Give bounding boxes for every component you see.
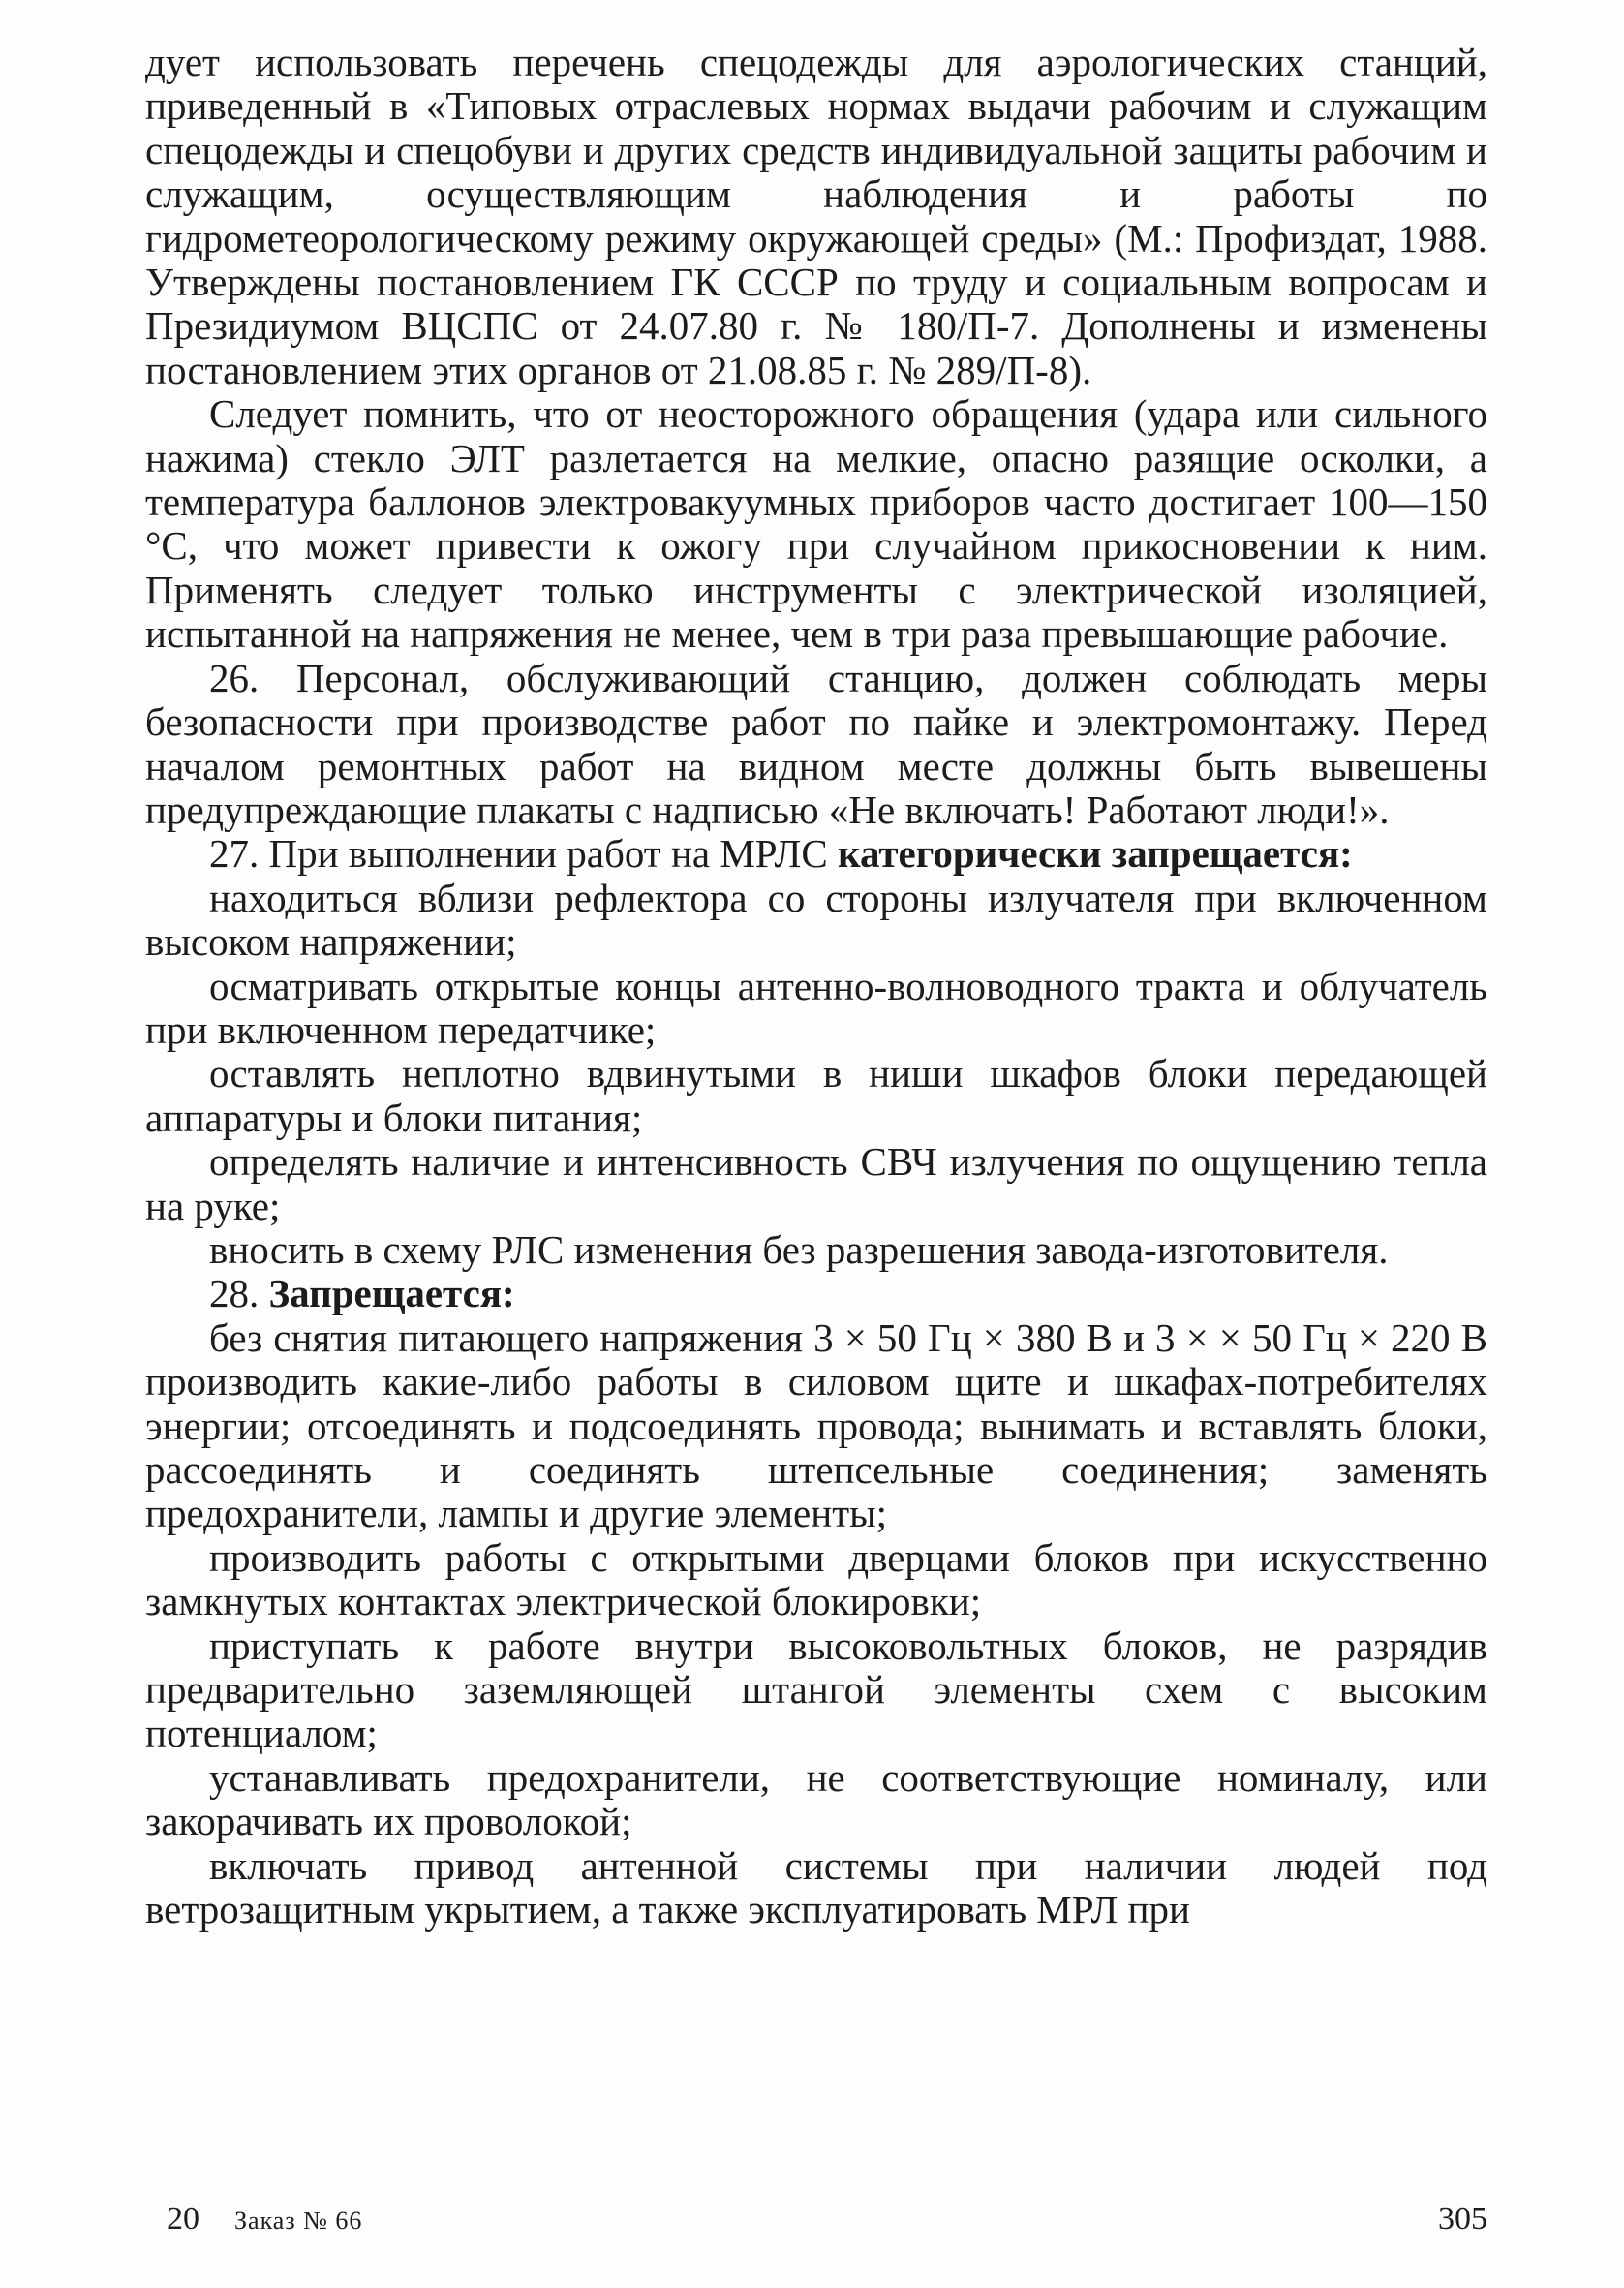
order-label: Заказ № 66	[234, 2207, 363, 2235]
body-text	[145, 41, 1487, 1932]
paragraph-28-text: 28.	[209, 1271, 269, 1316]
prohibition-item-3: оставлять неплотно вдвинутыми в ниши шкафов блоки передающей аппаратуры и блоки питания;	[145, 1051, 1487, 1140]
paragraph-27-bold: категорически запрещается:	[837, 831, 1353, 877]
forbidden-item-2: производить работы с открытыми дверцами блоков при искусственно замкнутых контактах электрической блокировки;	[145, 1534, 1487, 1624]
paragraph-continuation: дует использовать перечень спецодежды для аэрологических станций, приведенный в «Типовых отраслевых нормах выдачи рабочим и служащим спецодежды и спецобуви и других средств индивидуальной защиты рабочим и служащим, осуществляющим наблюдения и работы по гидрометеорологическому режиму окружающей среды» (М.: Профиздат, 1988. Утверждены постановлением ГК СССР по труду и социальным вопросам и Президиумом ВЦСПС от 24.07.80 г. № 180/П-7. Дополнены и изменены постановлением этих органов от 21.08.85 г. № 289/П-8).	[145, 40, 1487, 392]
prohibition-item-4: определять наличие и интенсивность СВЧ излучения по ощущению тепла на руке;	[145, 1139, 1487, 1228]
paragraph-28	[145, 1272, 1487, 1315]
paragraph-crt-warning: Следует помнить, что от неосторожного обращения (удара или сильного нажима) стекло ЭЛТ разлетается на мелкие, опасно разящие осколки, а температура баллонов электровакуумных приборов часто достигает 100—150 °С, что может привести к ожогу при случайном прикосновении к ним. Применять следует только инструменты с электрической изоляцией, испытанной на напряжения не менее, чем в три раза превышающие рабочие.	[145, 391, 1487, 657]
page-number: 305	[1438, 2201, 1487, 2237]
forbidden-item-5: включать привод антенной системы при наличии людей под ветрозащитным укрытием, а также эксплуатировать МРЛ при	[145, 1842, 1487, 1932]
prohibition-item-1: находиться вблизи рефлектора со стороны излучателя при включенном высоком напряжении;	[145, 875, 1487, 965]
paragraph-26: 26. Персонал, обслуживающий станцию, должен соблюдать меры безопасности при производстве работ по пайке и электромонтажу. Перед началом ремонтных работ на видном месте должны быть вывешены предупреждающие плакаты с надписью «Не включать! Работают люди!».	[145, 655, 1487, 832]
paragraph-27-text: 27. При выполнении работ на МРЛС	[209, 831, 838, 877]
paragraph-28-bold: Запрещается:	[268, 1271, 515, 1316]
paragraph-27	[145, 832, 1487, 876]
prohibition-item-2: осматривать открытые концы антенно-волноводного тракта и облучатель при включенном передатчике;	[145, 963, 1487, 1052]
forbidden-item-3: приступать к работе внутри высоковольтных блоков, не разрядив предварительно заземляющей штангой элементы схем с высоким потенциалом;	[145, 1623, 1487, 1756]
prohibition-item-5: вносить в схему РЛС изменения без разрешения завода-изготовителя.	[209, 1226, 1389, 1272]
page-footer	[145, 2201, 1487, 2249]
signature-number: 20	[167, 2201, 199, 2237]
forbidden-item-4: устанавливать предохранители, не соответствующие номиналу, или закорачивать их проволокой;	[145, 1754, 1487, 1844]
forbidden-item-1: без снятия питающего напряжения 3 × 50 Гц × 380 В и 3 × × 50 Гц × 220 В производить какие-либо работы в силовом щите и шкафах-потребителях энергии; отсоединять и подсоединять провода; вынимать и вставлять блоки, рассоединять и соединять штепсельные соединения; заменять предохранители, лампы и другие элементы;	[145, 1314, 1487, 1536]
